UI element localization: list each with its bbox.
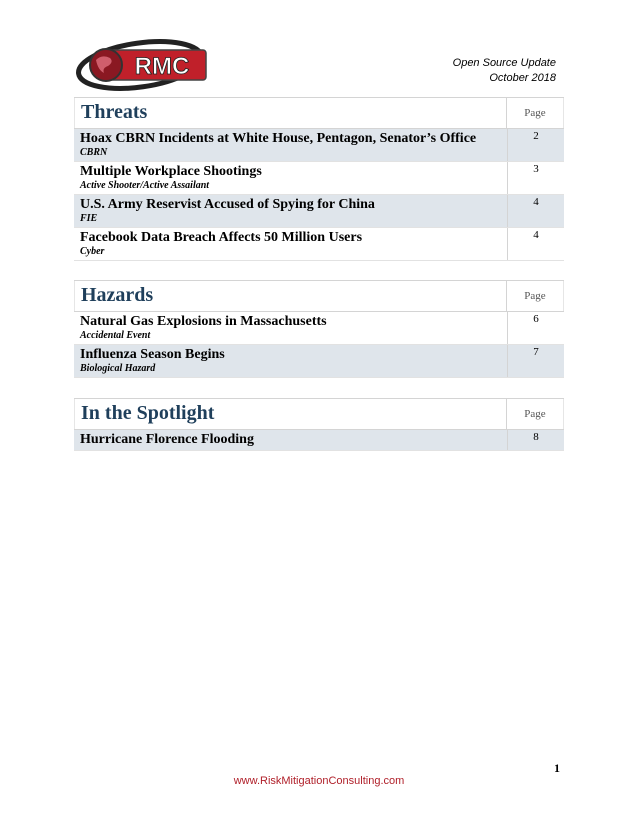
footer-link[interactable]: www.RiskMitigationConsulting.com [233,775,405,787]
section-header [74,97,564,129]
item-category: CBRN [80,147,108,158]
item-page: 6 [507,312,564,344]
item-category: Biological Hazard [80,363,156,374]
item-page: 4 [507,195,564,227]
table-row[interactable] [74,228,564,261]
item-title: Multiple Workplace Shootings [80,164,262,179]
item-category: Accidental Event [80,330,151,341]
item-title: Hurricane Florence Flooding [80,432,254,447]
item-page: 7 [507,345,564,377]
item-page: 2 [507,129,564,161]
table-row[interactable] [74,312,564,345]
item-title: Facebook Data Breach Affects 50 Million Users [80,230,363,245]
item-page: 3 [507,162,564,194]
item-title: Influenza Season Begins [80,347,225,362]
item-title: Natural Gas Explosions in Massachusetts [80,314,327,329]
table-row[interactable] [74,162,564,195]
item-page: 4 [507,228,564,260]
rmc-logo [74,36,210,92]
section-threats [74,97,564,261]
page-column-label: Page [506,399,564,429]
page-number: 1 [554,761,560,775]
table-row[interactable] [74,129,564,162]
section-spotlight [74,398,564,451]
section-header [74,280,564,312]
item-category: Active Shooter/Active Assailant [80,180,210,191]
item-category: FIE [80,213,98,224]
table-row[interactable] [74,345,564,378]
logo-text: RMC [134,53,190,80]
item-category: Cyber [80,246,105,257]
header-line2: October 2018 [489,72,556,84]
table-row[interactable] [74,430,564,451]
section-title: In the Spotlight [74,399,506,429]
section-title: Hazards [74,281,506,311]
header-info [453,56,556,86]
item-title: Hoax CBRN Incidents at White House, Pentagon, Senator’s Office [80,131,477,146]
section-title: Threats [74,98,506,128]
table-row[interactable] [74,195,564,228]
page-column-label: Page [506,281,564,311]
section-hazards [74,280,564,378]
page-column-label: Page [506,98,564,128]
item-page: 8 [507,430,564,450]
item-title: U.S. Army Reservist Accused of Spying for China [80,197,375,212]
header-line1: Open Source Update [452,57,556,69]
section-header [74,398,564,430]
